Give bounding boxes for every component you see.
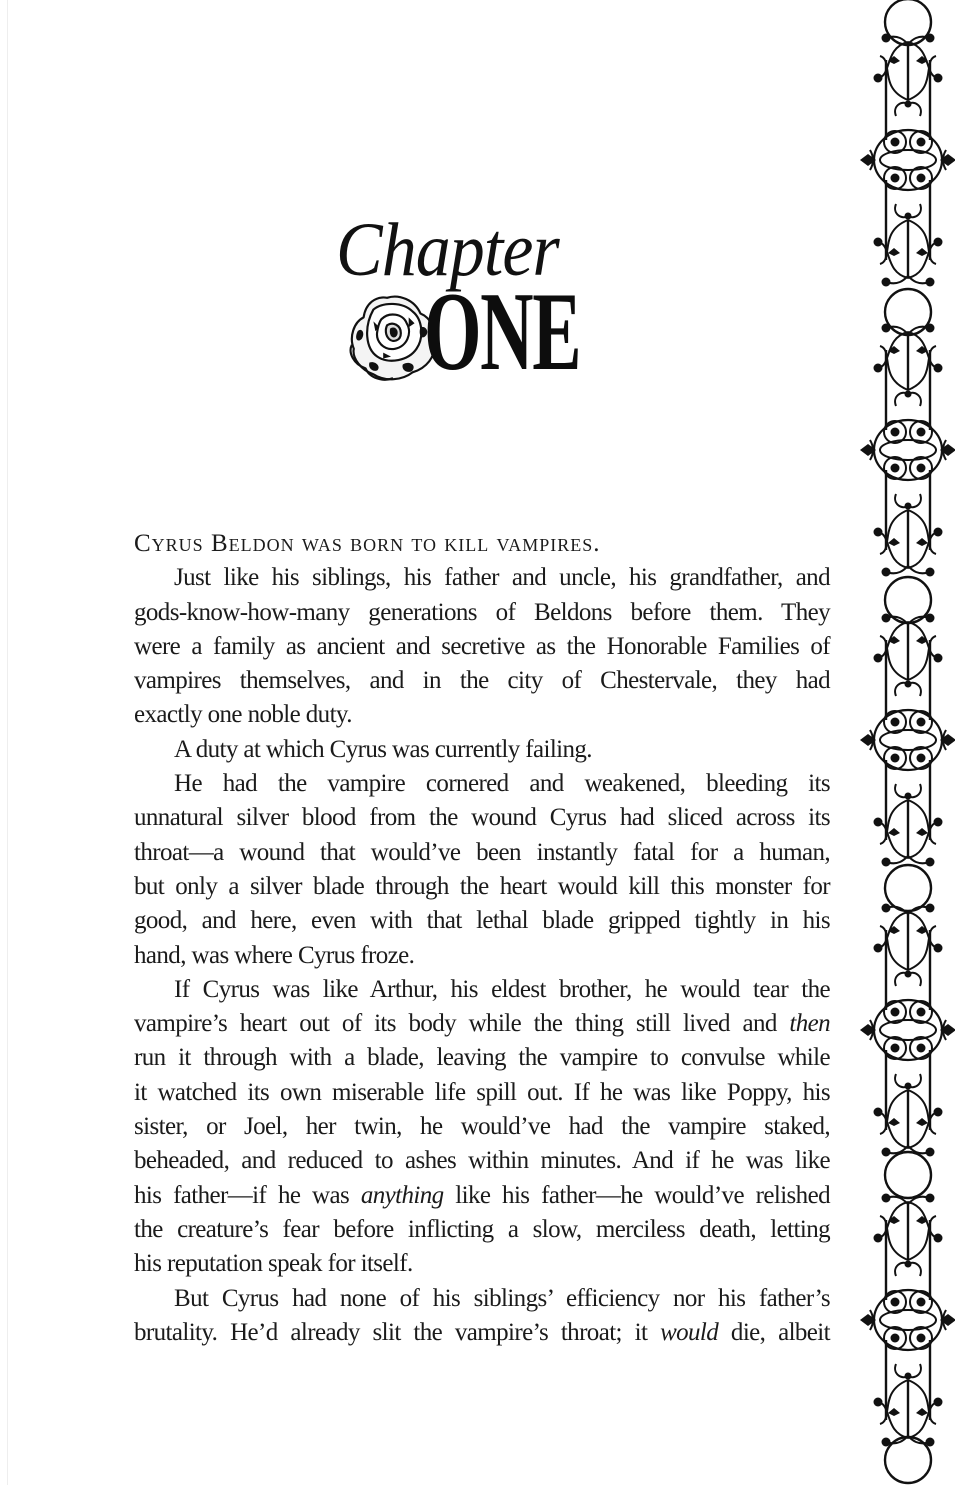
opening-line — [134, 527, 830, 561]
text-line: sister, or Joel, her twin, he would’ve had the vampire staked, — [134, 1113, 830, 1141]
opening-lead: Cyrus Beldon — [134, 530, 295, 557]
text-lines — [134, 561, 830, 1350]
text-line: were a family as ancient and secretive as the Honorable Families of — [134, 632, 830, 660]
text-line: vampires themselves, and in the city of Chestervale, they had — [134, 667, 830, 695]
chapter-body — [134, 527, 830, 1350]
text-line: his father—if he was anything like his father—he would’ve relished — [134, 1181, 830, 1209]
text-line: the creature’s fear before inflicting a slow, merciless death, letting — [134, 1215, 830, 1243]
text-line: run it through with a blade, leaving the vampire to convulse while — [134, 1044, 830, 1072]
text-line: throat—a wound that would’ve been instantly fatal for a human, — [134, 838, 830, 866]
text-line: exactly one noble duty. — [134, 701, 352, 729]
chapter-label: Chapter — [336, 208, 559, 292]
text-line: He had the vampire cornered and weakened, bleeding its — [174, 770, 830, 798]
text-line: it watched its own miserable life spill out. If he was like Poppy, his — [134, 1078, 830, 1106]
text-line: If Cyrus was like Arthur, his eldest brother, he would tear the — [174, 975, 830, 1003]
emphasis: then — [789, 1010, 830, 1038]
text-line: gods-know-how-many generations of Beldons before them. They — [134, 598, 830, 626]
text-line: hand, was where Cyrus froze. — [134, 941, 415, 969]
page-edge — [7, 0, 8, 1485]
opening-rest: was born to kill vampires. — [294, 530, 601, 557]
text-line: unnatural silver blood from the wound Cyrus had sliced across its — [134, 804, 830, 832]
text-line: vampire’s heart out of its body while the thing still lived and then — [134, 1010, 830, 1038]
text-line: But Cyrus had none of his siblings’ efficiency nor his father’s — [174, 1284, 830, 1312]
text-line: brutality. He’d already slit the vampire’s throat; it would die, albeit — [134, 1318, 830, 1346]
text-line: his reputation speak for itself. — [134, 1250, 413, 1278]
text-line: beheaded, and reduced to ashes within minutes. And if he was like — [134, 1147, 830, 1175]
emphasis: would — [660, 1318, 719, 1346]
ornamental-border — [855, 0, 955, 1485]
chapter-number: ONE — [424, 270, 581, 394]
chapter-heading — [330, 210, 630, 395]
text-line: Just like his siblings, his father and uncle, his grandfather, and — [174, 564, 830, 592]
text-line: but only a silver blade through the heart would kill this monster for — [134, 872, 830, 900]
text-line: good, and here, even with that lethal blade gripped tightly in his — [134, 907, 830, 935]
text-line: A duty at which Cyrus was currently failing. — [174, 735, 592, 763]
emphasis: anything — [360, 1181, 444, 1209]
